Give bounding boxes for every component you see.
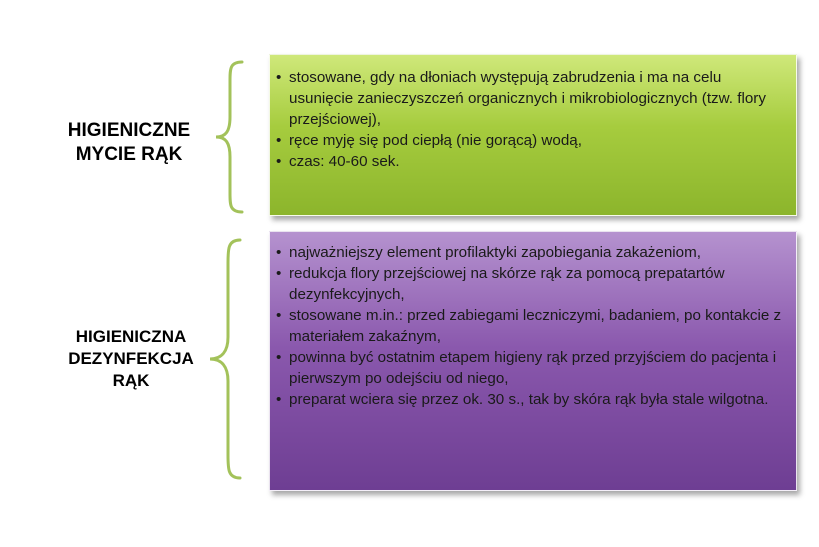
hand-washing-details-box xyxy=(269,54,797,216)
bullet-list xyxy=(276,242,782,410)
label-line: MYCIE RĄK xyxy=(75,143,183,165)
list-item: • powinna być ostatnim etapem higieny rąk przed przyjściem do pacjenta i pierwszym po odejściu od niego, xyxy=(276,347,782,389)
list-item: • redukcja flory przejściowej na skórze rąk za pomocą prepatartów dezynfekcyjnych, xyxy=(276,263,782,305)
list-item: • czas: 40-60 sek. xyxy=(276,151,782,172)
section-label-hand-disinfection xyxy=(55,326,207,391)
label-line: DEZYNFEKCJA xyxy=(68,348,194,368)
list-item: • stosowane, gdy na dłoniach występują zabrudzenia i ma na celu usunięcie zanieczyszczeń organicznych i mikrobiologicznych (tzw. flory przejściowej), xyxy=(276,67,782,130)
label-line: HIGIENICZNA xyxy=(75,327,187,346)
curly-brace-icon xyxy=(204,237,244,481)
curly-brace-icon xyxy=(212,59,246,215)
list-item: • ręce myję się pod ciepłą (nie gorącą) wodą, xyxy=(276,130,782,151)
hand-disinfection-details-box xyxy=(269,231,797,491)
section-label-hand-washing xyxy=(40,119,218,167)
list-item: • najważniejszy element profilaktyki zapobiegania zakażeniom, xyxy=(276,242,782,263)
label-line: HIGIENICZNE xyxy=(67,120,191,141)
list-item: • preparat wciera się przez ok. 30 s., tak by skóra rąk była stale wilgotna. xyxy=(276,389,782,410)
label-line: RĄK xyxy=(112,370,150,390)
list-item: • stosowane m.in.: przed zabiegami leczniczymi, badaniem, po kontakcie z materiałem zakaźnym, xyxy=(276,305,782,347)
bullet-list xyxy=(276,67,782,172)
